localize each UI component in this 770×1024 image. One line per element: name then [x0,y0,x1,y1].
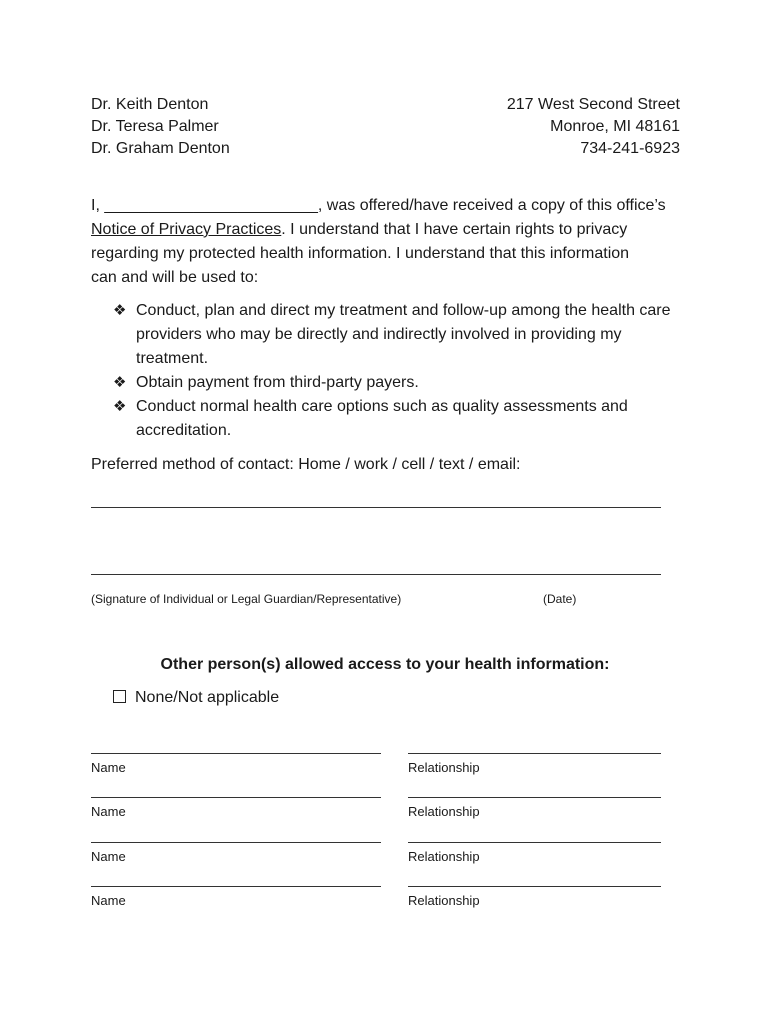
contact-method-field[interactable] [91,507,661,508]
none-option-label: None/Not applicable [135,689,280,706]
name-label: Name [91,804,126,819]
signature-field[interactable] [91,574,661,575]
list-item-text: Obtain payment from third-party payers. [136,374,419,391]
list-item [113,371,683,395]
acknowledgement-line [91,218,691,242]
acknowledgement-line: can and will be used to: [91,269,259,286]
acknowledgement-text: . I understand that I have certain rights to privacy [281,221,628,238]
acknowledgement-paragraph [91,194,691,290]
section-title: Other person(s) allowed access to your health information: [160,656,610,673]
relationship-field[interactable] [408,753,661,754]
relationship-field[interactable] [408,797,661,798]
office-address [507,94,680,160]
relationship-label: Relationship [408,760,480,775]
signature-caption: (Signature of Individual or Legal Guardian/Representative) [91,592,402,606]
street-address: 217 West Second Street [506,96,680,113]
usage-list [113,299,683,443]
list-item [113,299,683,371]
privacy-notice-link[interactable]: Notice of Privacy Practices [91,221,282,238]
name-field[interactable] [91,797,381,798]
name-field[interactable] [91,886,381,887]
name-label: Name [91,849,126,864]
doctor-list [91,94,230,160]
relationship-field[interactable] [408,842,661,843]
diamond-bullet-icon: ❖ [113,302,127,319]
name-label: Name [91,760,126,775]
diamond-bullet-icon: ❖ [113,374,127,391]
relationship-label: Relationship [408,849,480,864]
phone-number: 734-241-6923 [580,140,680,157]
city-state-zip: Monroe, MI 48161 [550,118,680,135]
list-item-text: Conduct, plan and direct my treatment and follow-up among the health care providers who may be directly and indirectly involved in providing my treatment. [136,302,671,367]
doctor-name: Dr. Keith Denton [91,96,209,113]
list-item-text: Conduct normal health care options such as quality assessments and accreditation. [136,398,628,439]
doctor-name: Dr. Graham Denton [91,140,230,157]
none-option[interactable] [113,687,279,709]
acknowledgement-line: I, ________________________, was offered/have received a copy of this office’s [91,197,666,214]
contact-method-label: Preferred method of contact: Home / work / cell / text / email: [91,456,521,473]
relationship-field[interactable] [408,886,661,887]
acknowledgement-line: regarding my protected health information. I understand that this information [91,245,630,262]
name-field[interactable] [91,842,381,843]
name-label: Name [91,893,126,908]
relationship-label: Relationship [408,804,480,819]
list-item [113,395,683,443]
relationship-label: Relationship [408,893,480,908]
diamond-bullet-icon: ❖ [113,398,127,415]
date-caption: (Date) [543,592,577,606]
doctor-name: Dr. Teresa Palmer [91,118,219,135]
name-field[interactable] [91,753,381,754]
none-checkbox[interactable] [113,690,126,703]
